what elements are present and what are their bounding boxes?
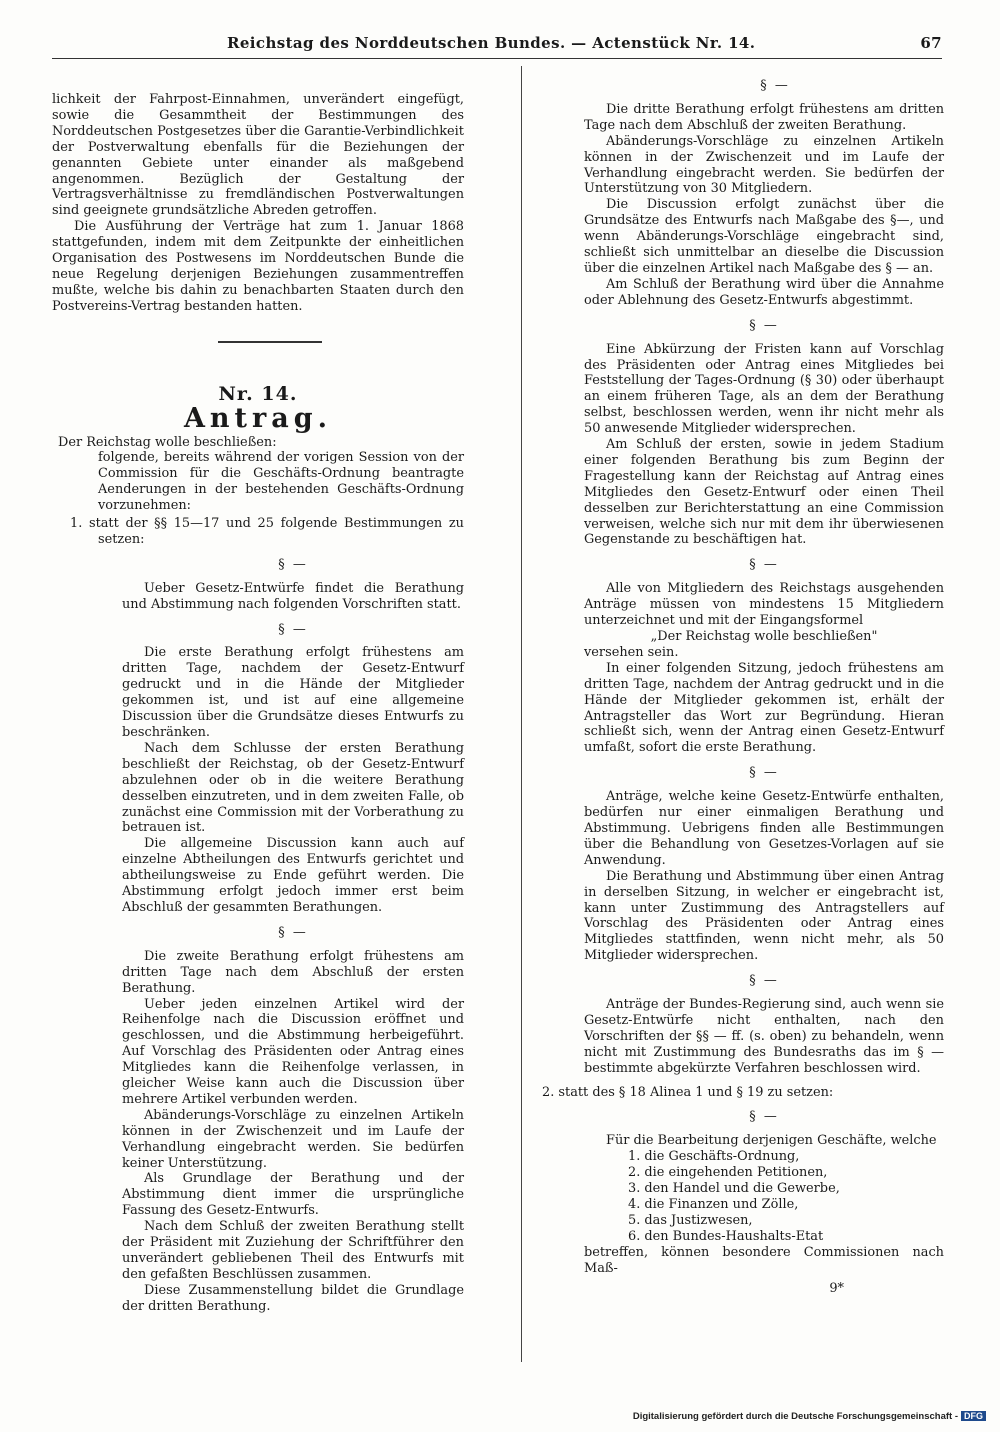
digitization-footer: [633, 1411, 986, 1422]
list-item: 2. die eingehenden Petitionen,: [628, 1165, 828, 1181]
section-mark: § —: [278, 621, 308, 637]
paragraph: Die Ausführung der Verträge hat zum 1. Januar 1868 stattgefunden, indem mit dem Zeitpunkte der einheitlichen Organisation des Postwesens im Norddeutschen Bunde die neue Regelung derjenigen Beziehungen zusammentreffen mußte, welche bis dahin zu benachbarten Staaten durch den Postvereins-Vertrag bestanden hatten.: [52, 219, 464, 314]
page-header: [52, 34, 942, 56]
section-mark: § —: [749, 557, 779, 573]
footer-text: Digitalisierung gefördert durch die Deutsche Forschungsgemeinschaft -: [632, 1411, 958, 1422]
section-mark: § —: [760, 78, 790, 93]
paragraph: Eine Abkürzung der Fristen kann auf Vorschlag des Präsidenten oder Antrag eines Mitgliedes bei Feststellung der Tages-Ordnung (§ 30) oder überhaupt an einem früheren Tage, als an dem der Berathung selbst, beschlossen werden, wenn ihr nicht mehr als 50 anwesende Mitglieder widersprechen.: [584, 341, 944, 437]
paragraph: Abänderungs-Vorschläge zu einzelnen Artikeln können in der Zwischenzeit und im Laufe der Verhandlung eingebracht werden. Sie bedürfen der Unterstützung von 30 Mitgliedern.: [584, 133, 944, 197]
section-mark: § —: [749, 765, 779, 781]
dfg-logo: DFG: [961, 1411, 986, 1421]
paragraph: versehen sein.: [584, 644, 679, 660]
paragraph: Anträge der Bundes-Regierung sind, auch wenn sie Gesetz-Entwürfe nicht enthalten, nach den Vorschriften der §§ — ff. (s. oben) zu behandeln, wenn nicht mit Zustimmung des Bundesraths das im § — bestimmte abgekürzte Verfahren beschlossen wird.: [584, 997, 944, 1076]
list-item: 6. den Bundes-Haushalts-Etat: [628, 1228, 824, 1244]
list-item: 4. die Finanzen und Zölle,: [628, 1197, 799, 1212]
paragraph: Ueber Gesetz-Entwürfe findet die Berathung und Abstimmung nach folgenden Vorschriften statt.: [122, 580, 464, 612]
right-column: [536, 78, 944, 1296]
paragraph: Für die Bearbeitung derjenigen Geschäfte, welche: [606, 1133, 937, 1149]
column-divider: [521, 66, 522, 1362]
paragraph: Diese Zusammenstellung bildet die Grundlage der dritten Berathung.: [122, 1282, 464, 1314]
commission-list: [536, 1149, 944, 1244]
list-item: 1. die Geschäfts-Ordnung,: [628, 1149, 800, 1165]
section-mark: § —: [278, 924, 308, 940]
document-heading: Antrag.: [183, 402, 333, 434]
section-mark: § —: [749, 317, 779, 333]
running-title: Reichstag des Norddeutschen Bundes. — Actenstück Nr. 14.: [227, 34, 756, 52]
signature-mark: 9*: [829, 1280, 844, 1296]
paragraph: Die Discussion erfolgt zunächst über die Grundsätze des Entwurfs nach Maßgabe des §—, und wenn Abänderungs-Vorschläge eingebracht sind, schließt sich unmittelbar an dieselbe die Discussion über die einzelnen Artikel nach Maßgabe des § — an.: [584, 197, 944, 276]
paragraph: Ueber jeden einzelnen Artikel wird der Reihenfolge nach die Discussion eröffnet und geschlossen, und die Abstimmung herbeigeführt. Auf Vorschlag des Präsidenten oder Antrag eines Mitgliedes kann die Reihenfolge verlassen, in gleicher Weise kann auch die Discussion über mehrere Artikel verbunden werden.: [122, 996, 464, 1107]
paragraph: Nach dem Schluß der zweiten Berathung stellt der Präsident mit Zuziehung der Schriftführer den unverändert gebliebenen Theil des Entwurfs mit den gefaßten Beschlüssen zusammen.: [122, 1219, 464, 1282]
section-mark: § —: [749, 973, 779, 989]
paragraph: lichkeit der Fahrpost-Einnahmen, unverändert eingefügt, sowie die Gesammtheit der Bestimmungen des Norddeutschen Postgesetzes über die Garantie-Verbindlichkeit der Postverwaltung ebenfalls für die Beziehungen der genannten Gebiete unter einander als maßgebend angenommen. Bezüglich der Gestaltung der Vertragsverhältnisse zu fremdländischen Postverwaltungen sind geeignete grundsätzliche Abreden getroffen.: [52, 92, 464, 219]
header-rule: [52, 58, 942, 59]
paragraph: Die Berathung und Abstimmung über einen Antrag in derselben Sitzung, in welcher er eingebracht ist, kann unter Zustimmung des Antragstellers auf Vorschlag des Präsidenten oder Antrag eines Mitgliedes stattfinden, wenn nicht mehr, als 50 Mitglieder widersprechen.: [584, 868, 944, 964]
paragraph: Die dritte Berathung erfolgt frühestens am dritten Tage nach dem Abschluß der zweiten Berathung.: [584, 101, 944, 133]
paragraph: betreffen, können besondere Commissionen nach Maß-: [584, 1244, 944, 1276]
document-number: Nr. 14.: [218, 382, 298, 405]
paragraph: In einer folgenden Sitzung, jedoch frühestens am dritten Tage, nachdem der Antrag gedruckt und in die Hände der Mitglieder gekommen ist, erhält der Antragsteller das Wort zur Begründung. Hieran schließt sich, wenn der Antrag einen Gesetz-Entwurf umfaßt, sofort die erste Berathung.: [584, 660, 944, 756]
paragraph: Anträge, welche keine Gesetz-Entwürfe enthalten, bedürfen nur einer einmaligen Berathung und Abstimmung. Uebrigens finden alle Bestimmungen über die Behandlung von Gesetzes-Vorlagen auf sie Anwendung.: [584, 789, 944, 868]
paragraph: Alle von Mitgliedern des Reichstags ausgehenden Anträge müssen von mindestens 15 Mitgliedern unterzeichnet und mit der Eingangsformel: [584, 581, 944, 629]
paragraph: Nach dem Schlusse der ersten Berathung beschließt der Reichstag, ob der Gesetz-Entwurf abzulehnen oder ob in die weitere Berathung desselben einzutreten, und in dem zweiten Falle, ob zunächst eine Commission mit der Vorberathung zu betrauen ist.: [122, 740, 464, 836]
list-item: 2. statt des § 18 Alinea 1 und § 19 zu setzen:: [542, 1084, 834, 1100]
section-mark: § —: [749, 1109, 779, 1125]
section-divider: [218, 341, 322, 343]
paragraph: Abänderungs-Vorschläge zu einzelnen Artikeln können in der Zwischenzeit und im Laufe der Verhandlung eingebracht werden. Sie bedürfen keiner Unterstützung.: [122, 1107, 464, 1171]
paragraph: Am Schluß der ersten, sowie in jedem Stadium einer folgenden Berathung bis zum Beginn der Fragestellung kann der Reichstag auf Antrag eines Mitgliedes den Gesetz-Entwurf oder einen Theil desselben zur Berichterstattung an eine Commission verweisen, welche sich nur mit dem ihr überwiesenen Gegenstande zu beschäftigen hat.: [584, 437, 944, 548]
paragraph: Der Reichstag wolle beschließen:: [58, 434, 277, 450]
paragraph: Die zweite Berathung erfolgt frühestens am dritten Tage nach dem Abschluß der ersten Berathung.: [122, 948, 464, 996]
paragraph: Die allgemeine Discussion kann auch auf einzelne Abtheilungen des Entwurfs gerichtet und abtheilungsweise zu Ende geführt werden. Die Abstimmung erfolgt jedoch immer erst beim Abschluß der gesammten Berathungen.: [122, 836, 464, 915]
left-column: [52, 92, 464, 1315]
paragraph: folgende, bereits während der vorigen Session von der Commission für die Geschäfts-Ordnung beantragte Aenderungen in der bestehenden Geschäfts-Ordnung vorzunehmen:: [98, 450, 464, 514]
quote: „Der Reichstag wolle beschließen": [650, 629, 878, 644]
paragraph: Als Grundlage der Berathung und der Abstimmung dient immer die ursprüngliche Fassung des Gesetz-Entwurfs.: [122, 1171, 464, 1219]
list-item: 1. statt der §§ 15—17 und 25 folgende Bestimmungen zu setzen:: [70, 516, 464, 547]
paragraph: Die erste Berathung erfolgt frühestens am dritten Tage, nachdem der Gesetz-Entwurf gedruckt und in die Hände der Mitglieder gekommen ist, und ist auf eine allgemeine Discussion über die Grundsätze dieses Entwurfs zu beschränken.: [122, 645, 464, 740]
paragraph: Am Schluß der Berathung wird über die Annahme oder Ablehnung des Gesetz-Entwurfs abgestimmt.: [584, 276, 944, 308]
page-number: 67: [920, 34, 942, 52]
list-item: 3. den Handel und die Gewerbe,: [628, 1181, 840, 1197]
list-item: 5. das Justizwesen,: [628, 1212, 753, 1228]
section-mark: § —: [278, 556, 308, 572]
